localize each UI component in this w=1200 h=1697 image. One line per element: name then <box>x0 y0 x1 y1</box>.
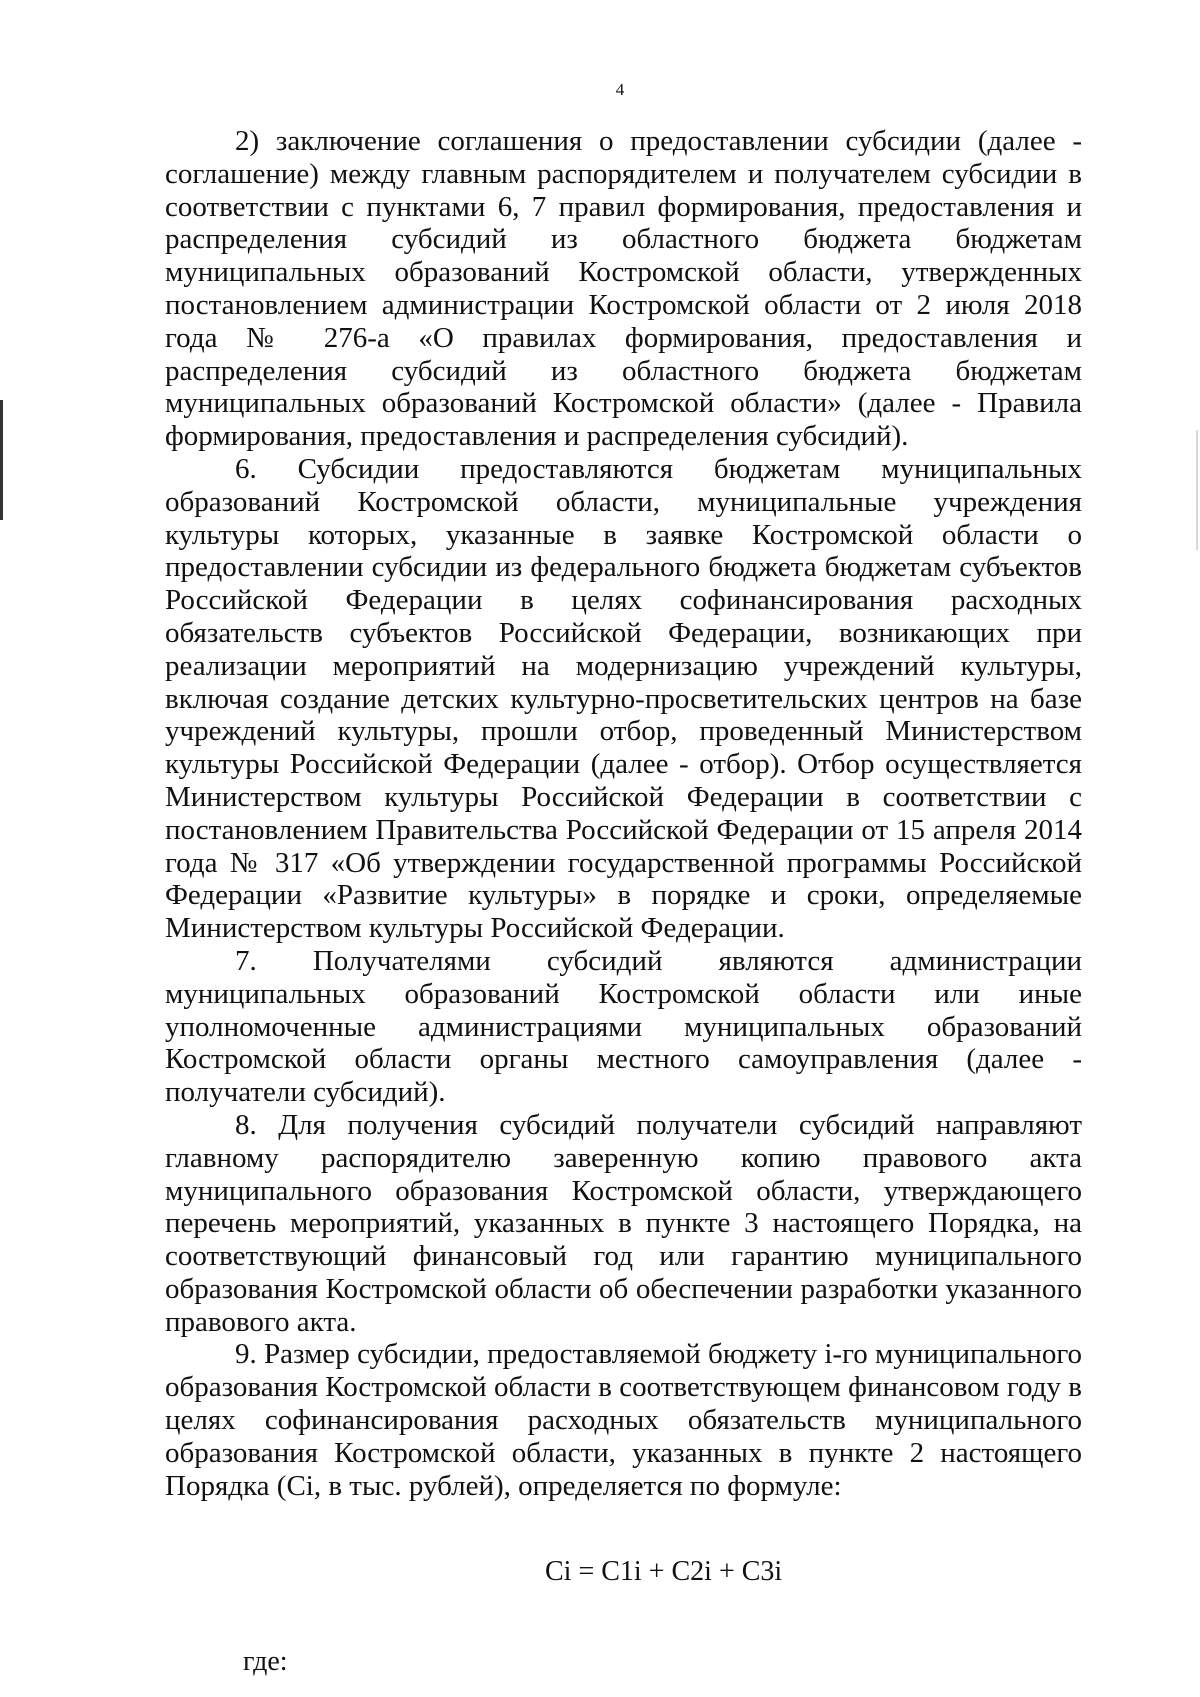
scan-edge-mark <box>1196 430 1198 550</box>
paragraph-item-8-documents: 8. Для получения субсидий получатели субсидий направляют главному распорядителю заверенную копию правового акта муниципального образования Костромской области, утверждающего перечень мероприятий, указанных в пункте 3 настоящего Порядка, на соответствующий финансовый год или гарантию муниципального образования Костромской области об обеспечении разработки указанного правового акта. <box>165 1108 1082 1338</box>
paragraph-item-7-recipients: 7. Получателями субсидий являются администрации муниципальных образований Костромской области или иные уполномоченные администрациями муниципальных образований Костромской области органы местного самоуправления (далее - получатели субсидий). <box>165 944 1082 1109</box>
paragraph-item-2-agreement: 2) заключение соглашения о предоставлении субсидии (далее - соглашение) между главным распорядителем и получателем субсидии в соответствии с пунктами 6, 7 правил формирования, предоставления и распределения субсидий из областного бюджета бюджетам муниципальных образований Костромской области, утвержденных постановлением администрации Костромской области от 2 июля 2018 года № 276-а «О правилах формирования, предоставления и распределения субсидий из областного бюджета бюджетам муниципальных образований Костромской области» (далее - Правила формирования, предоставления и распределения субсидий). <box>165 125 1082 453</box>
page-number: 4 <box>615 80 625 99</box>
paragraph-item-9-subsidy-size: 9. Размер субсидии, предоставляемой бюджету i-го муниципального образования Костромской области в соответствующем финансовом году в целях софинансирования расходных обязательств муниципального образования Костромской области, указанных в пункте 2 настоящего Порядка (Ci, в тыс. рублей), определяется по формуле: <box>165 1338 1082 1502</box>
subsidy-formula: Ci = C1i + C2i + C3i <box>545 1556 783 1588</box>
scan-edge-mark <box>0 400 3 520</box>
document-body <box>165 125 1082 1678</box>
where-label: где: <box>243 1646 288 1678</box>
paragraph-item-6-subsidies: 6. Субсидии предоставляются бюджетам муниципальных образований Костромской области, муниципальные учреждения культуры которых, указанные в заявке Костромской области о предоставлении субсидии из федерального бюджета бюджетам субъектов Российской Федерации в целях софинансирования расходных обязательств субъектов Российской Федерации, возникающих при реализации мероприятий на модернизацию учреждений культуры, включая создание детских культурно-просветительских центров на базе учреждений культуры, прошли отбор, проведенный Министерством культуры Российской Федерации (далее - отбор). Отбор осуществляется Министерством культуры Российской Федерации в соответствии с постановлением Правительства Российской Федерации от 15 апреля 2014 года № 317 «Об утверждении государственной программы Российской Федерации «Развитие культуры» в порядке и сроки, определяемые Министерством культуры Российской Федерации. <box>165 452 1082 945</box>
